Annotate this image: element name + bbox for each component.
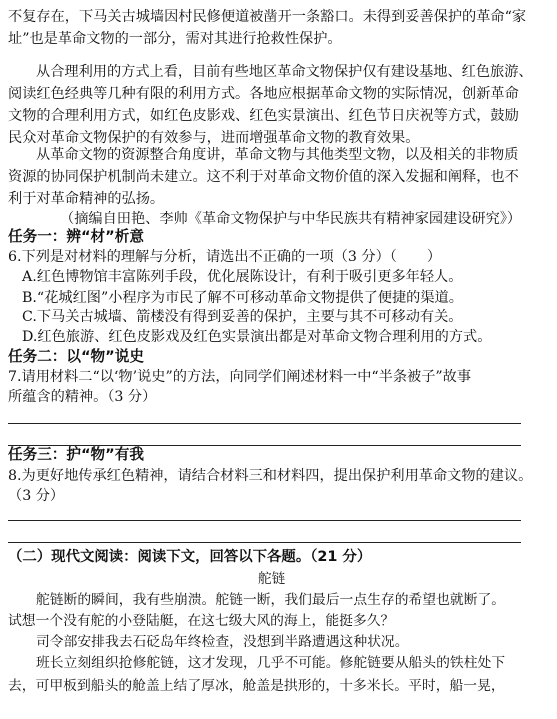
material-line-2: 址”也是革命文物的一部分，需对其进行抢救性保护。 — [8, 31, 342, 47]
task1-heading: 任务一：辨“材”析意 — [8, 228, 144, 245]
answer-line-8a — [8, 520, 521, 521]
story-title: 舵链 — [258, 571, 286, 587]
question-6 — [8, 248, 441, 266]
section2-heading: （二）现代文阅读：阅读下文，回答以下各题。（21 分） — [8, 549, 372, 565]
material-line-7: 从革命文物的资源整合角度讲，革命文物与其他类型文物，以及相关的非物质 — [36, 147, 519, 163]
material-line-5: 文物的合理利用方式，如红色皮影戏、红色实景演出、红色节日庆祝等方式，鼓励 — [8, 108, 519, 124]
material-line-9: 利于对革命精神的弘扬。 — [8, 191, 165, 207]
material-line-3: 从合理利用的方式上看，目前有些地区革命文物保护仅有建设基地、红色旅游、 — [36, 64, 533, 80]
story-line-2: 试想一个没有舵的小登陆艇，在这七级大风的海上，能挺多久？ — [8, 613, 395, 629]
story-line-5: 去，可甲板到船头的舱盖上结了厚冰，舱盖是拱形的，十多米长。平时，船一晃， — [8, 678, 505, 694]
story-line-3: 司令部安排我去石砭岛年终检查，没想到半路遭遇这种状况。 — [36, 634, 409, 650]
option-d: D.红色旅游、红色皮影戏及红色实景演出都是对革命文物合理利用的方式。 — [22, 329, 492, 345]
story-line-4: 班长立刻组织抢修舵链，这才发现，几乎不可能。修舵链要从船头的铁柱处下 — [36, 655, 506, 671]
material-line-4: 阅读红色经典等几种有限的利用方式。各地应根据革命文物的实际情况，创新革命 — [8, 86, 519, 102]
answer-line-7a — [8, 423, 521, 424]
question-8-line-2: （3 分） — [8, 488, 65, 504]
option-b: B.“花城红图”小程序为市民了解不可移动革命文物提供了便捷的渠道。 — [22, 290, 463, 306]
material-line-1: 不复存在，下马关古城墙因村民修便道被凿开一条豁口。未得到妥善保护的革命“家 — [8, 9, 527, 25]
option-a: A.红色博物馆丰富陈列手段，优化展陈设计，有利于吸引更多年轻人。 — [22, 269, 463, 285]
material-line-6: 民众对革命文物保护的有效参与，进而增强革命文物的教育效果。 — [8, 130, 420, 146]
question-8-line-1: 8.为更好地传承红色精神，请结合材料三和材料四，提出保护利用革命文物的建议。 — [8, 468, 533, 484]
question-7-line-2: 所蕴含的精神。（3 分） — [8, 389, 157, 405]
material-source: （摘编自田艳、李帅《革命文物保护与中华民族共有精神家园建设研究》） — [60, 211, 522, 227]
question-7-line-1: 7.请用材料二“以‘物’说史”的方法，向同学们阐述材料一中“半条被子”故事 — [8, 369, 472, 385]
question-6-text: 6.下列是对材料的理解与分析，请选出不正确的一项（3 分）（ — [8, 249, 397, 265]
option-c: C.下马关古城墙、箭楼没有得到妥善的保护，主要与其不可移动有关。 — [22, 309, 463, 325]
question-6-close: ） — [426, 249, 442, 265]
answer-line-8b — [8, 542, 521, 543]
material-line-8: 资源的协同保护机制尚未建立。这不利于对革命文物价值的深入发掘和阐释，也不 — [8, 169, 519, 185]
task2-heading: 任务二：以“物”说史 — [8, 348, 144, 365]
story-line-1: 舵链断的瞬间，我有些崩溃。舵链一断，我们最后一点生存的希望也就断了。 — [36, 592, 506, 608]
task3-heading: 任务三：护“物”有我 — [8, 446, 144, 463]
